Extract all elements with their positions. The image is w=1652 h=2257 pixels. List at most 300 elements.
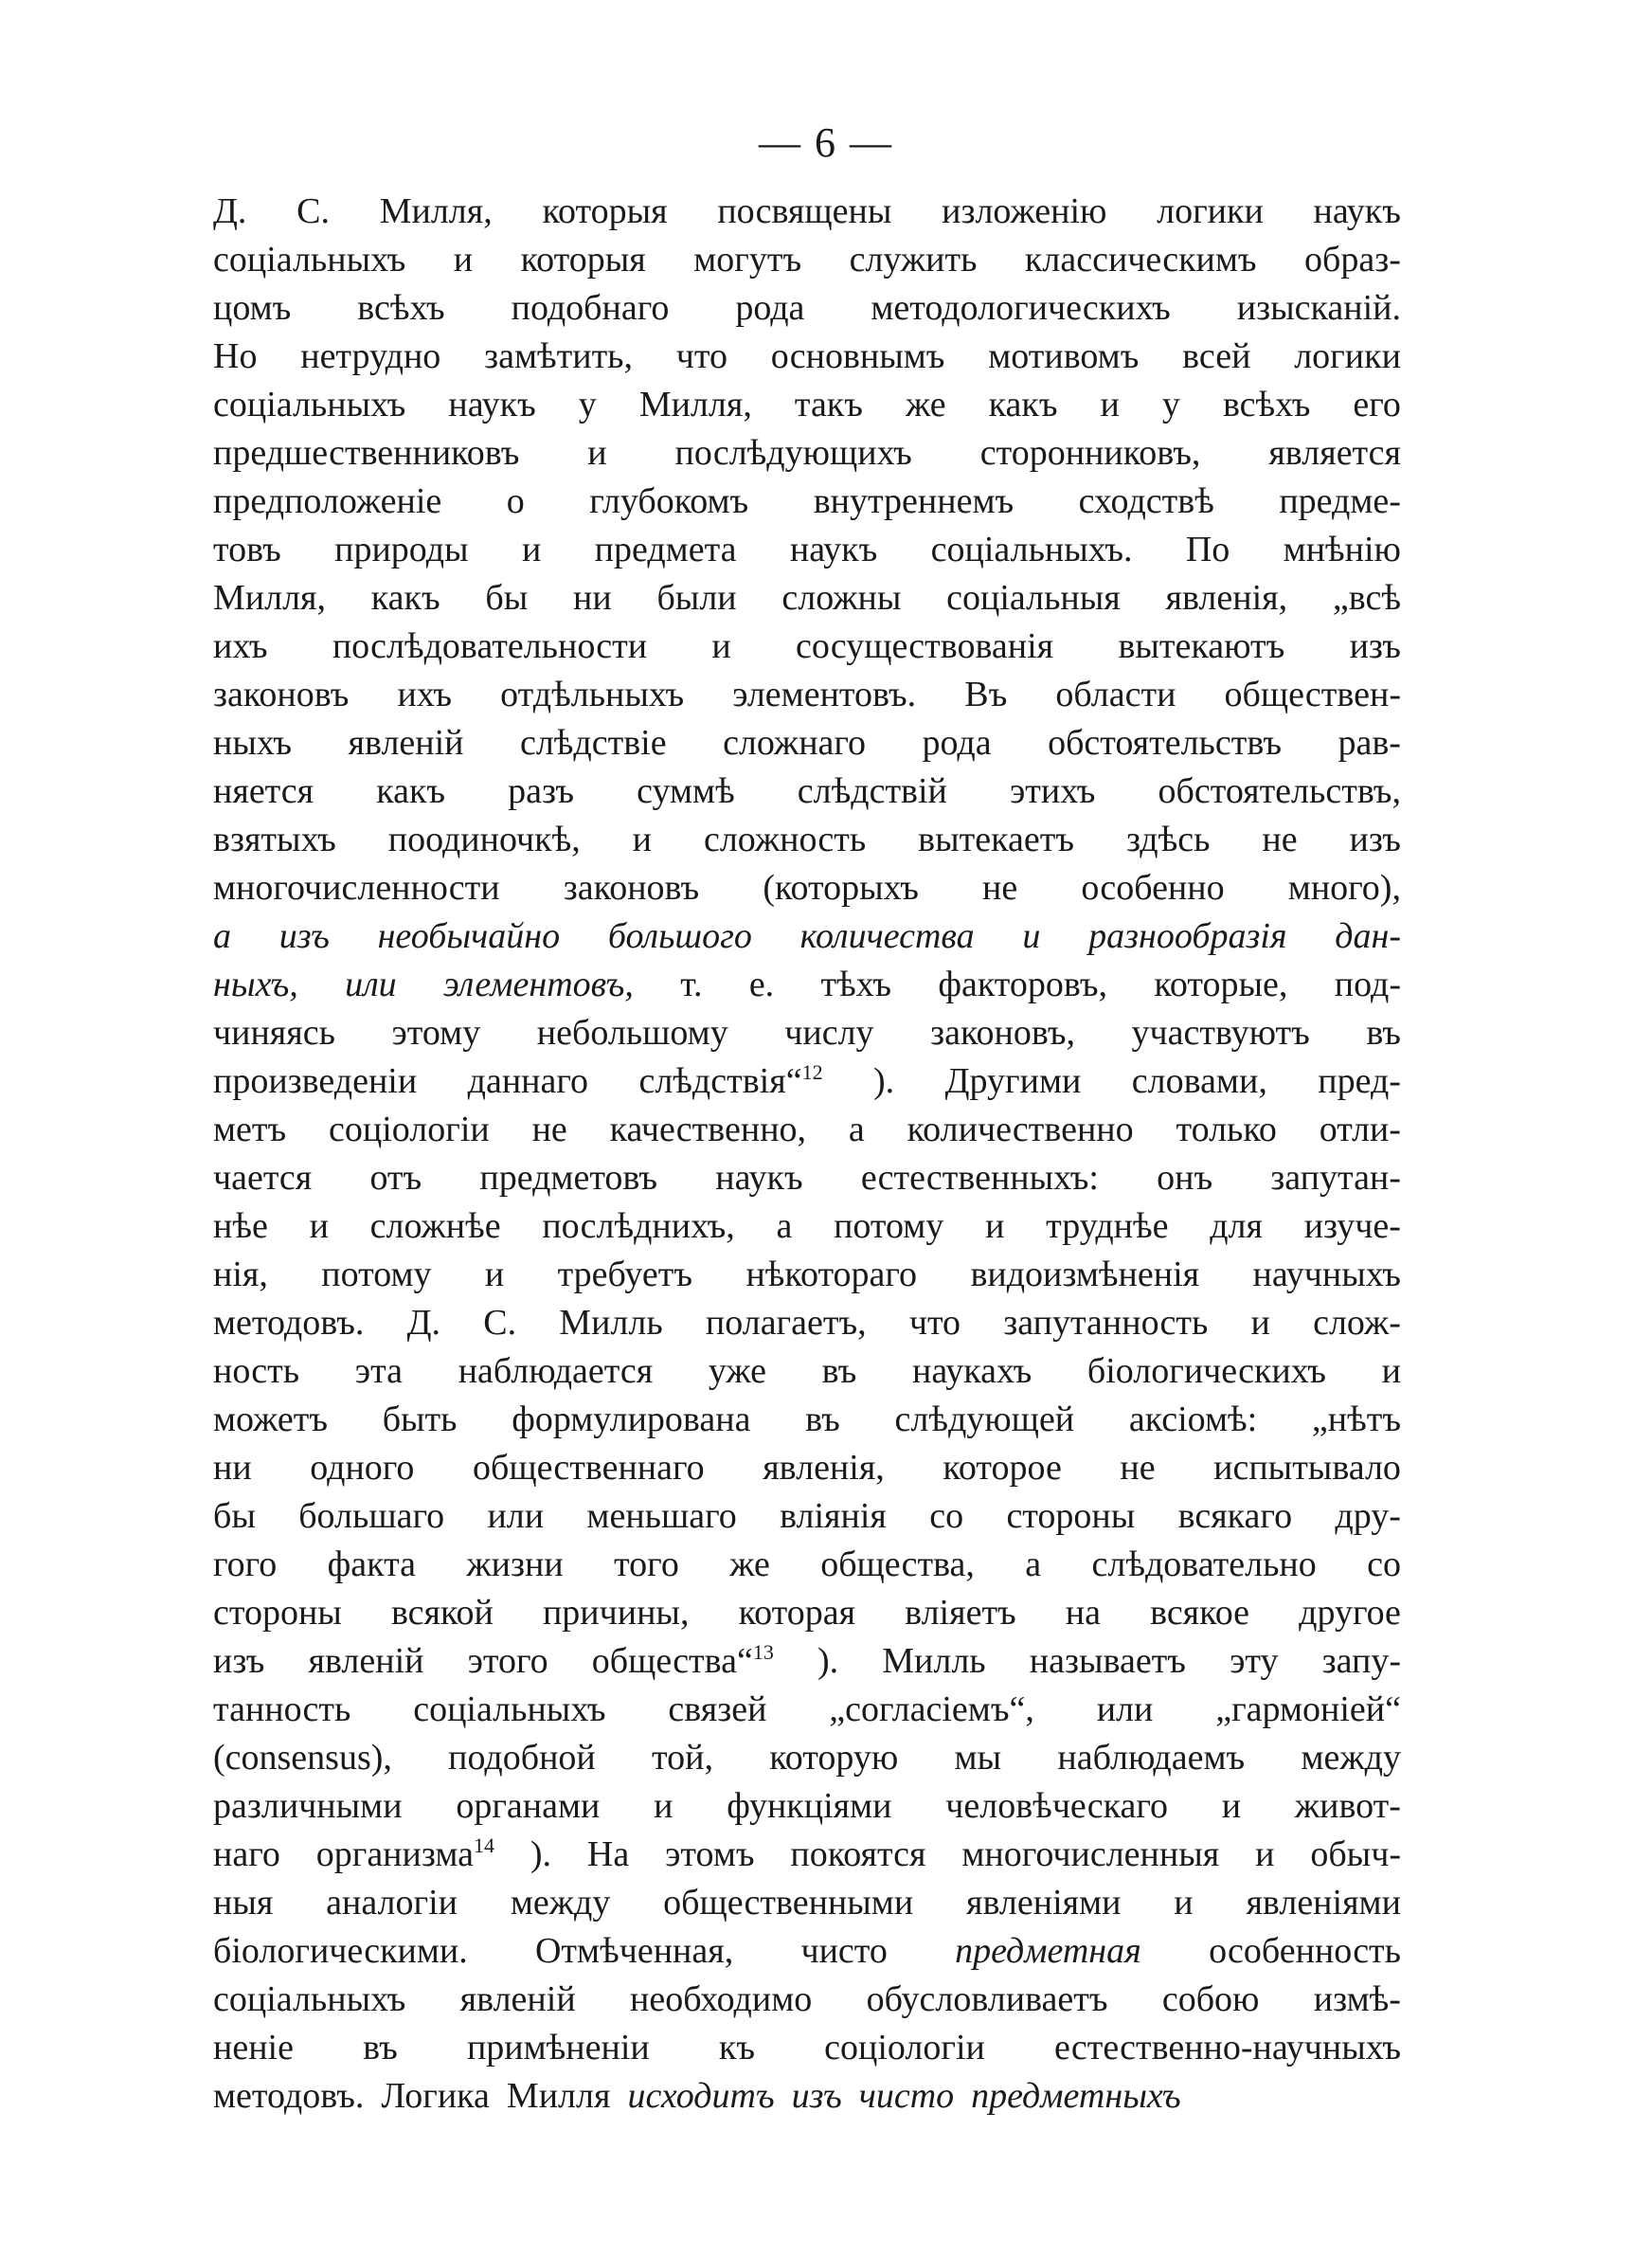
word-text: наго — [213, 1834, 280, 1874]
word-text: или — [1096, 1689, 1154, 1729]
word — [308, 1637, 423, 1686]
word-text: онъ — [1157, 1158, 1213, 1198]
word — [693, 236, 801, 284]
word-text: произведеніи — [213, 1061, 418, 1101]
word — [1210, 1202, 1263, 1251]
word-text: и — [1022, 916, 1041, 956]
word-text: у — [578, 385, 597, 424]
word — [796, 623, 1053, 671]
word-text: является — [1268, 433, 1401, 473]
word — [542, 188, 667, 236]
word-text: функціями — [727, 1786, 892, 1826]
word — [500, 671, 684, 719]
word — [1215, 1686, 1401, 1734]
word — [1087, 1347, 1326, 1396]
word-text: меньшаго — [586, 1496, 737, 1536]
word — [378, 912, 561, 961]
word-text: танность — [213, 1689, 351, 1729]
word — [1166, 574, 1288, 623]
word-text: На — [586, 1834, 630, 1874]
word — [522, 526, 541, 574]
word-text: примѣненіи — [466, 2028, 650, 2067]
word-text: соціальныхъ — [213, 240, 406, 280]
word-text: чисто — [858, 2076, 955, 2116]
word — [1025, 236, 1257, 284]
word — [1132, 1009, 1310, 1057]
word-text: а — [1025, 1544, 1042, 1584]
word — [988, 333, 1139, 381]
word — [735, 284, 804, 333]
word — [1092, 1541, 1317, 1589]
word — [381, 2072, 490, 2121]
word — [849, 1106, 865, 1154]
text-line — [213, 864, 1401, 912]
word — [213, 1444, 252, 1492]
word-text: этого — [467, 1641, 548, 1681]
word — [675, 429, 912, 478]
word-text: словами, — [1131, 1061, 1267, 1101]
word-text: къ — [718, 2028, 756, 2067]
word-text: предме- — [1279, 481, 1401, 521]
word-text: и — [632, 820, 653, 859]
word-text: основнымъ — [770, 336, 945, 376]
word-text: явленій — [348, 723, 464, 763]
word-text: могутъ — [693, 240, 802, 280]
word-text: у — [1161, 385, 1180, 424]
page-number: — 6 — — [759, 119, 893, 166]
word — [732, 671, 916, 719]
word — [859, 2072, 954, 2121]
word — [213, 1154, 312, 1202]
word — [485, 1251, 504, 1299]
word-text: количества — [799, 916, 975, 956]
word — [1262, 816, 1297, 864]
word-text: потому — [321, 1255, 432, 1294]
word — [213, 912, 231, 961]
word — [1209, 1927, 1401, 1976]
word-text: сложны — [781, 578, 902, 618]
word-text: въ — [363, 2028, 398, 2067]
word-text: отдѣльныхъ — [500, 675, 685, 714]
word-text: которую — [769, 1738, 899, 1778]
word-text: обусловливаетъ — [866, 1979, 1108, 2019]
word — [589, 478, 748, 526]
word — [328, 1541, 416, 1589]
word — [942, 188, 1106, 236]
word-text: въ — [805, 1399, 840, 1439]
word — [850, 236, 978, 284]
word-text: методовъ. — [213, 1303, 365, 1343]
word — [1366, 1009, 1401, 1057]
word — [407, 1299, 440, 1347]
word — [931, 526, 1133, 574]
word — [945, 1782, 1168, 1831]
word-text: отли- — [1319, 1110, 1401, 1149]
word — [739, 1589, 855, 1637]
word — [484, 333, 633, 381]
word-text: предшественниковъ — [213, 433, 520, 473]
word — [213, 1782, 403, 1831]
word — [1150, 1589, 1249, 1637]
word — [213, 961, 298, 1009]
word — [715, 1154, 802, 1202]
word-text: природы — [334, 530, 469, 569]
word-text: на — [1065, 1593, 1101, 1633]
word — [704, 816, 866, 864]
word — [579, 381, 597, 429]
word — [213, 429, 519, 478]
word — [834, 1202, 943, 1251]
word-text: посвящены — [717, 191, 892, 231]
word — [448, 381, 535, 429]
word — [668, 1686, 766, 1734]
word — [763, 864, 919, 912]
word-text: наукъ — [789, 530, 878, 569]
word — [867, 1976, 1108, 2024]
word-text: явленій — [459, 1979, 576, 2019]
word — [467, 2024, 650, 2072]
word — [213, 1347, 299, 1396]
word-text: большаго — [298, 1496, 445, 1536]
word-text: предметная — [955, 1931, 1141, 1971]
word-text: или — [345, 965, 397, 1004]
word — [370, 1202, 501, 1251]
word — [871, 284, 1170, 333]
word — [727, 1782, 891, 1831]
word — [520, 719, 667, 767]
word — [676, 333, 727, 381]
word-text: же — [905, 385, 946, 424]
text-line — [213, 1637, 1401, 1686]
word-text: чиняясь — [213, 1013, 335, 1053]
word-text: аналогіи — [326, 1883, 458, 1923]
word-text: рода — [735, 288, 805, 328]
word-text: вытекаетъ — [918, 820, 1074, 859]
word-text: Милль — [559, 1303, 663, 1343]
word-text: и — [711, 626, 731, 666]
word-text: ныхъ, — [213, 965, 298, 1004]
word-text: законовъ — [563, 868, 700, 908]
word-text: чисто — [800, 1931, 888, 1971]
word — [1182, 333, 1250, 381]
word — [213, 1057, 417, 1106]
word-text: дру- — [1335, 1496, 1401, 1536]
word — [487, 1492, 544, 1541]
word-text: стороны — [1006, 1496, 1136, 1536]
word — [1154, 961, 1287, 1009]
word — [1314, 1976, 1401, 2024]
text-line — [213, 2072, 1401, 2121]
word-text: между — [1301, 1738, 1401, 1778]
word-text: этомъ — [665, 1834, 755, 1874]
word — [824, 2024, 985, 2072]
word — [1157, 188, 1264, 236]
word — [363, 2024, 398, 2072]
word-text: общества, — [820, 1544, 975, 1584]
text-line — [213, 816, 1401, 864]
word — [1118, 623, 1284, 671]
word-text: которые, — [1154, 965, 1288, 1004]
word — [1079, 478, 1214, 526]
word-text: наукъ — [1313, 191, 1401, 231]
word-text: и — [1255, 1834, 1275, 1874]
word-text: только — [1176, 1110, 1277, 1149]
word-text: области — [1055, 675, 1176, 714]
word — [1246, 1879, 1401, 1927]
word-text: Милля, — [213, 578, 327, 618]
word — [1230, 1637, 1278, 1686]
word-text: какъ — [376, 771, 446, 811]
word-text: слѣдствія“ — [638, 1061, 802, 1101]
word-text: особенно — [1081, 868, 1225, 908]
word-text: и — [1174, 1883, 1194, 1923]
word-text: труднѣе — [1046, 1206, 1169, 1246]
word — [985, 1202, 1004, 1251]
word — [1158, 767, 1401, 816]
word — [542, 1202, 734, 1251]
word — [680, 961, 702, 1009]
text-line — [213, 1444, 1401, 1492]
word-text: предметовъ — [479, 1158, 658, 1198]
word — [1048, 719, 1282, 767]
text-line — [213, 767, 1401, 816]
text-line — [213, 1347, 1401, 1396]
word-text: „согласіемъ“, — [829, 1689, 1034, 1729]
word-text: и — [309, 1206, 329, 1246]
word — [473, 1444, 705, 1492]
word-text: были — [656, 578, 737, 618]
text-line — [213, 1589, 1401, 1637]
word-text: качественно, — [609, 1110, 807, 1149]
word — [310, 1444, 414, 1492]
word — [468, 1637, 548, 1686]
word — [369, 1154, 422, 1202]
word — [479, 1154, 657, 1202]
word — [706, 1299, 867, 1347]
word — [1126, 816, 1211, 864]
word — [213, 1976, 405, 2024]
word — [388, 816, 581, 864]
word-text: много), — [1287, 868, 1401, 908]
word — [532, 1106, 567, 1154]
word — [443, 961, 634, 1009]
word — [1222, 1782, 1241, 1831]
word — [781, 574, 901, 623]
word — [279, 912, 330, 961]
word-text: связей — [668, 1689, 767, 1729]
word — [1338, 719, 1400, 767]
word — [1223, 381, 1310, 429]
word — [1213, 1444, 1401, 1492]
word — [719, 2024, 755, 2072]
word-text: методовъ. — [213, 2076, 365, 2116]
word — [559, 1299, 662, 1347]
word — [213, 864, 500, 912]
word-text: человѣческаго — [945, 1786, 1168, 1826]
word-text: бы — [213, 1496, 256, 1536]
word-text: числу — [784, 1013, 874, 1053]
word-text: няется — [213, 771, 314, 811]
text-line — [213, 1299, 1401, 1347]
word-text: со — [1367, 1544, 1401, 1584]
word-text: уже — [708, 1351, 766, 1391]
word-text: мы — [954, 1738, 1002, 1778]
word-text: изъ — [1349, 626, 1401, 666]
word — [970, 1251, 1199, 1299]
footnote-ref: 12 — [801, 1060, 823, 1084]
word-text: небольшому — [536, 1013, 728, 1053]
word-text: что — [675, 336, 728, 376]
text-line — [213, 671, 1401, 719]
text-line — [213, 961, 1401, 1009]
word — [460, 1976, 576, 2024]
word — [213, 1396, 328, 1444]
word — [213, 1251, 268, 1299]
word — [213, 526, 281, 574]
word — [586, 1492, 736, 1541]
word-text: этому — [391, 1013, 481, 1053]
word — [213, 671, 349, 719]
word — [300, 333, 440, 381]
word — [1055, 671, 1176, 719]
word-text: мотивомъ — [988, 336, 1140, 376]
word-text: рода — [922, 723, 992, 763]
word — [213, 623, 268, 671]
word-text: слѣдующей — [894, 1399, 1075, 1439]
text-line — [213, 333, 1401, 381]
word-text: количественно — [907, 1110, 1134, 1149]
word — [296, 188, 330, 236]
word-text: соціальныхъ — [213, 385, 406, 424]
word-text: Милля — [506, 2076, 611, 2116]
word — [1046, 1202, 1168, 1251]
word-text: чается — [213, 1158, 313, 1198]
word-text: методологическихъ — [871, 288, 1171, 328]
word — [820, 1541, 975, 1589]
word-text: соціальныхъ — [213, 1979, 406, 2019]
word — [637, 767, 735, 816]
word-text: аксіомѣ: — [1128, 1399, 1258, 1439]
word-text: же — [729, 1544, 770, 1584]
word — [861, 1154, 1099, 1202]
word-text: „гармоніей“ — [1215, 1689, 1401, 1729]
word — [564, 864, 699, 912]
word-text: о — [506, 481, 525, 521]
word — [955, 1927, 1141, 1976]
word — [1350, 816, 1401, 864]
word-text: собою — [1161, 1979, 1260, 2019]
word — [332, 623, 647, 671]
word — [1284, 526, 1401, 574]
word-text: замѣтить, — [484, 336, 634, 376]
word-text: потому — [834, 1206, 944, 1246]
word-text: и — [453, 240, 474, 280]
text-line — [213, 1831, 1401, 1879]
word-text: послѣднихъ, — [542, 1206, 735, 1246]
word — [1310, 1831, 1401, 1879]
word-text: всей — [1182, 336, 1251, 376]
word-text: разъ — [508, 771, 575, 811]
word-text: отъ — [369, 1158, 422, 1198]
word-text: логики — [1157, 191, 1264, 231]
word — [821, 961, 891, 1009]
word-text: нія, — [213, 1255, 268, 1294]
word — [213, 1831, 280, 1879]
word — [1299, 1589, 1401, 1637]
word-text: дан- — [1335, 916, 1401, 956]
text-line — [213, 1202, 1401, 1251]
word — [792, 2072, 842, 2121]
word — [1010, 767, 1095, 816]
word-text: гого — [213, 1544, 278, 1584]
word-text: слѣдствіе — [519, 723, 667, 763]
word-text: рав- — [1338, 723, 1401, 763]
word — [907, 1106, 1134, 1154]
word — [1367, 1541, 1401, 1589]
word — [213, 478, 441, 526]
word — [595, 526, 737, 574]
word-text: логики — [1294, 336, 1401, 376]
word — [512, 284, 670, 333]
word — [745, 1251, 917, 1299]
word-text: исходитъ — [627, 2076, 775, 2116]
word-text: запутанность — [1003, 1303, 1209, 1343]
word-text: ныхъ — [213, 723, 293, 763]
word — [946, 574, 1121, 623]
word — [512, 1396, 750, 1444]
word-text: мнѣнію — [1283, 530, 1401, 569]
word — [961, 1831, 1219, 1879]
word — [1312, 1396, 1401, 1444]
word-text: органами — [456, 1786, 601, 1826]
word-text: слѣдовательно — [1091, 1544, 1317, 1584]
word — [355, 1347, 403, 1396]
word — [213, 1009, 335, 1057]
word-text: измѣ- — [1313, 1979, 1401, 2019]
word — [345, 961, 397, 1009]
text-line — [213, 1879, 1401, 1927]
text-line — [213, 478, 1401, 526]
word — [454, 236, 473, 284]
word-text: запутан- — [1270, 1158, 1401, 1198]
word-text: сторонниковъ, — [979, 433, 1201, 473]
word — [1097, 1686, 1154, 1734]
word-text: пред- — [1318, 1061, 1401, 1101]
word-text: ни — [213, 1448, 252, 1488]
word — [1186, 526, 1230, 574]
word — [729, 1541, 770, 1589]
word — [814, 478, 1014, 526]
word-text: испытывало — [1213, 1448, 1401, 1488]
word-text: всякой — [390, 1593, 494, 1633]
word-text: не — [982, 868, 1018, 908]
word-text: въ — [1366, 1013, 1401, 1053]
word — [769, 1734, 898, 1782]
word — [945, 1057, 1082, 1106]
word-text: сходствѣ — [1078, 481, 1214, 521]
word-text: неніе — [213, 2028, 294, 2067]
word — [882, 1637, 985, 1686]
word-text: Отмѣченная, — [534, 1931, 734, 1971]
word — [829, 1686, 1034, 1734]
word-text: формулирована — [512, 1399, 751, 1439]
word-text: нетрудно — [300, 336, 441, 376]
word-text: и — [1381, 1351, 1401, 1391]
word-text: предмета — [594, 530, 737, 569]
word-text: т. — [680, 965, 703, 1004]
word-text: какъ — [988, 385, 1058, 424]
word-text: изъ — [213, 1641, 265, 1681]
